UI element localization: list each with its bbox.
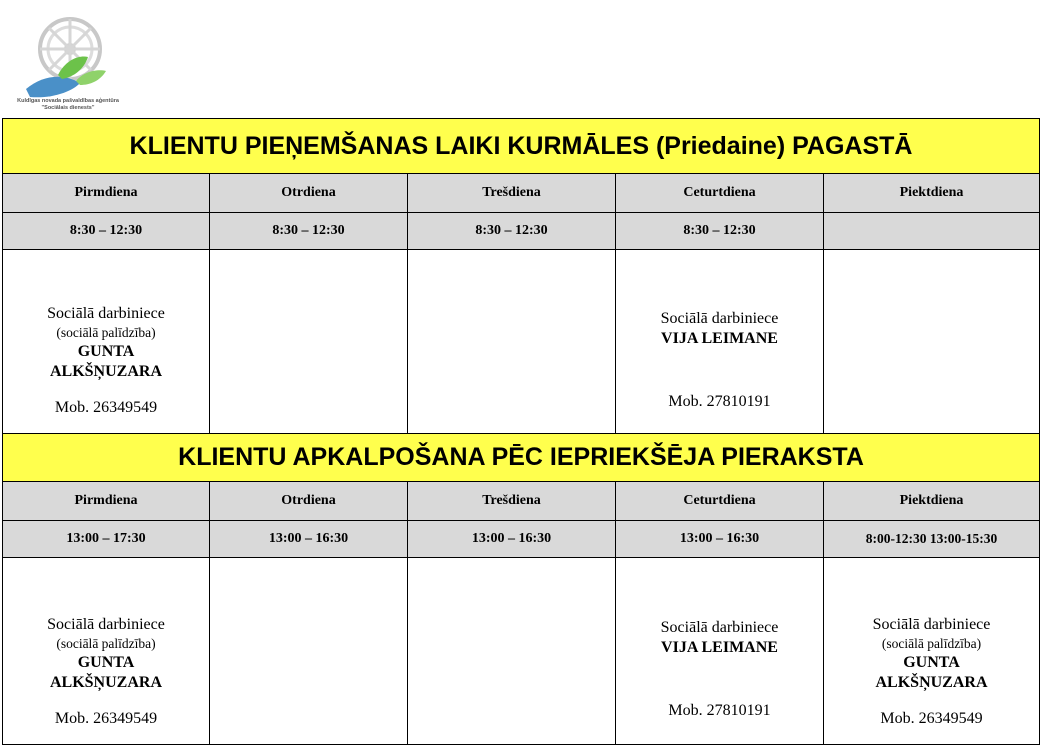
section1-title-row bbox=[3, 119, 1040, 174]
s1-contact-friday bbox=[824, 250, 1040, 434]
s2-contact-wednesday bbox=[408, 558, 616, 745]
s1-time-thursday: 8:30 – 12:30 bbox=[616, 213, 824, 250]
s2-c5-name-line1: GUNTA bbox=[903, 654, 960, 671]
s1-contact-thursday bbox=[616, 250, 824, 434]
s1-c1-name-line1: GUNTA bbox=[77, 342, 135, 360]
s2-c5-name-line2: ALKŠŅUZARA bbox=[875, 674, 988, 691]
s2-day-tuesday: Otrdiena bbox=[210, 482, 408, 521]
section2-title: KLIENTU APKALPOŠANA PĒC IEPRIEKŠĒJA PIERAKSTA bbox=[3, 434, 1040, 482]
s2-c5-phone: Mob. 26349549 bbox=[880, 710, 983, 727]
s2-c1-phone: Mob. 26349549 bbox=[54, 710, 158, 727]
s1-c1-name-line2: ALKŠŅUZARA bbox=[49, 362, 162, 380]
s2-contact-friday bbox=[824, 558, 1040, 745]
s2-c4-phone: Mob. 27810191 bbox=[668, 701, 771, 719]
s1-day-friday: Piektdiena bbox=[824, 174, 1040, 213]
s2-c4-name: VIJA LEIMANE bbox=[661, 638, 778, 656]
section2-time-row bbox=[3, 521, 1040, 558]
s1-time-tuesday: 8:30 – 12:30 bbox=[210, 213, 408, 250]
section2-contact-row bbox=[3, 558, 1040, 745]
schedule-table bbox=[2, 118, 1040, 745]
s1-time-friday bbox=[824, 213, 1040, 250]
s1-contact-wednesday bbox=[408, 250, 616, 434]
s2-c1-name-line2: ALKŠŅUZARA bbox=[49, 674, 162, 691]
s1-c4-name: VIJA LEIMANE bbox=[661, 330, 778, 347]
section1-time-row bbox=[3, 213, 1040, 250]
s1-day-wednesday: Trešdiena bbox=[408, 174, 616, 213]
s1-c1-sub: (sociālā palīdzība) bbox=[56, 324, 156, 340]
s2-c5-role: Sociālā darbiniece bbox=[872, 616, 991, 633]
s2-day-monday: Pirmdiena bbox=[3, 482, 210, 521]
logo-caption-line1: Kuldīgas novada pašvaldības aģentūra bbox=[17, 98, 119, 104]
s2-time-friday: 8:00-12:30 13:00-15:30 bbox=[824, 521, 1040, 558]
s1-contact-monday bbox=[3, 250, 210, 434]
logo-caption bbox=[8, 98, 128, 112]
s1-c1-role: Sociālā darbiniece bbox=[47, 304, 165, 322]
s2-day-thursday: Ceturtdiena bbox=[616, 482, 824, 521]
logo-caption-line2: "Sociālais dienests" bbox=[41, 105, 95, 111]
s2-time-thursday: 13:00 – 16:30 bbox=[616, 521, 824, 558]
s2-contact-thursday bbox=[616, 558, 824, 745]
s1-time-wednesday: 8:30 – 12:30 bbox=[408, 213, 616, 250]
s1-c1-phone: Mob. 26349549 bbox=[54, 398, 158, 416]
s2-time-wednesday: 13:00 – 16:30 bbox=[408, 521, 616, 558]
s2-day-wednesday: Trešdiena bbox=[408, 482, 616, 521]
s1-day-tuesday: Otrdiena bbox=[210, 174, 408, 213]
s1-day-monday: Pirmdiena bbox=[3, 174, 210, 213]
s2-c5-sub: (sociālā palīdzība) bbox=[881, 636, 982, 651]
s2-contact-monday bbox=[3, 558, 210, 745]
s1-time-monday: 8:30 – 12:30 bbox=[3, 213, 210, 250]
section1-day-row bbox=[3, 174, 1040, 213]
s2-c1-sub: (sociālā palīdzība) bbox=[56, 636, 156, 651]
section1-contact-row bbox=[3, 250, 1040, 434]
s2-time-tuesday: 13:00 – 16:30 bbox=[210, 521, 408, 558]
s1-day-thursday: Ceturtdiena bbox=[616, 174, 824, 213]
s2-day-friday: Piektdiena bbox=[824, 482, 1040, 521]
s1-c4-role: Sociālā darbiniece bbox=[660, 310, 779, 327]
s2-c4-role: Sociālā darbiniece bbox=[660, 618, 779, 636]
section2-day-row bbox=[3, 482, 1040, 521]
section1-title: KLIENTU PIEŅEMŠANAS LAIKI KURMĀLES (Priedaine) PAGASTĀ bbox=[3, 119, 1040, 174]
s2-contact-tuesday bbox=[210, 558, 408, 745]
s1-c4-phone: Mob. 27810191 bbox=[668, 393, 771, 410]
s2-c1-role: Sociālā darbiniece bbox=[47, 616, 165, 633]
s2-time-monday: 13:00 – 17:30 bbox=[3, 521, 210, 558]
s2-c1-name-line1: GUNTA bbox=[77, 654, 135, 671]
s1-contact-tuesday bbox=[210, 250, 408, 434]
section2-title-row bbox=[3, 434, 1040, 482]
